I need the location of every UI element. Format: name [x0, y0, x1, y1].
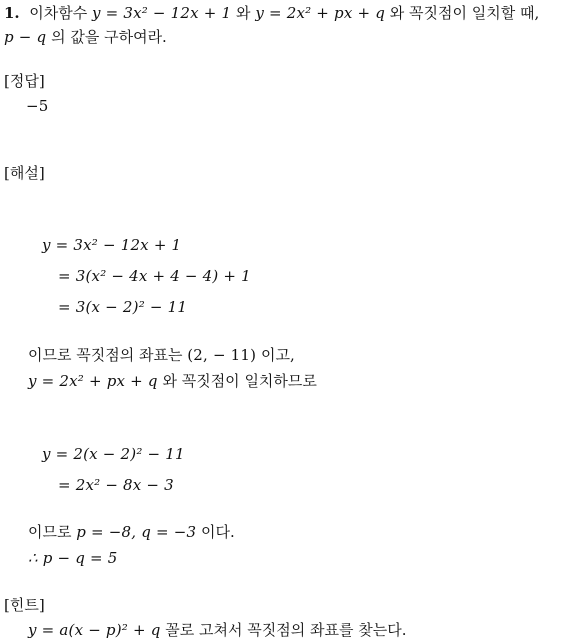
vertex-coordinates: (2, − 11) [187, 346, 257, 364]
solution-text-3a: 이므로 [28, 523, 72, 541]
answer-value: −5 [26, 97, 49, 115]
solution-step-3: = 3(x − 2)² − 11 [58, 298, 188, 316]
solution-text-3b: 이다. [201, 523, 235, 541]
solution-text-2-equation: y = 2x² + px + q [28, 372, 158, 390]
problem-text-c: 와 꼭짓점이 일치할 때, [389, 4, 540, 22]
problem-equation-1: y = 3x² − 12x + 1 [91, 4, 232, 22]
problem-equation-2: y = 2x² + px + q [255, 4, 385, 22]
problem-line-1 [4, 4, 539, 22]
solution-step-4: y = 2(x − 2)² − 11 [42, 445, 185, 463]
hint-vertex-form: y = a(x − p)² + q [28, 621, 161, 639]
solution-conclusion: ∴ p − q = 5 [28, 549, 118, 567]
answer-label: [정답] [4, 72, 45, 90]
solution-text-2 [28, 372, 317, 390]
problem-text-a: 이차함수 [29, 4, 88, 22]
solution-label: [해설] [4, 164, 45, 182]
hint-label: [힌트] [4, 596, 45, 614]
hint-text: 꼴로 고쳐서 꼭짓점의 좌표를 찾는다. [165, 621, 407, 639]
solution-text-1 [28, 346, 295, 364]
solution-text-3 [28, 523, 235, 541]
problem-question-text: 의 값을 구하여라. [51, 28, 167, 46]
solution-text-1a: 이므로 꼭짓점의 좌표는 [28, 346, 183, 364]
solution-step-5: = 2x² − 8x − 3 [58, 476, 174, 494]
solution-step-1: y = 3x² − 12x + 1 [42, 236, 182, 254]
problem-number: 1. [4, 4, 20, 22]
problem-text-b: 와 [236, 4, 251, 22]
solution-step-2: = 3(x² − 4x + 4 − 4) + 1 [58, 267, 251, 285]
solution-coefficients: p = −8, q = −3 [76, 523, 197, 541]
solution-text-2b: 와 꼭짓점이 일치하므로 [162, 372, 317, 390]
problem-target-expression: p − q [4, 28, 47, 46]
problem-line-2 [4, 28, 167, 46]
hint-line [28, 621, 407, 639]
solution-text-1b: 이고, [261, 346, 295, 364]
